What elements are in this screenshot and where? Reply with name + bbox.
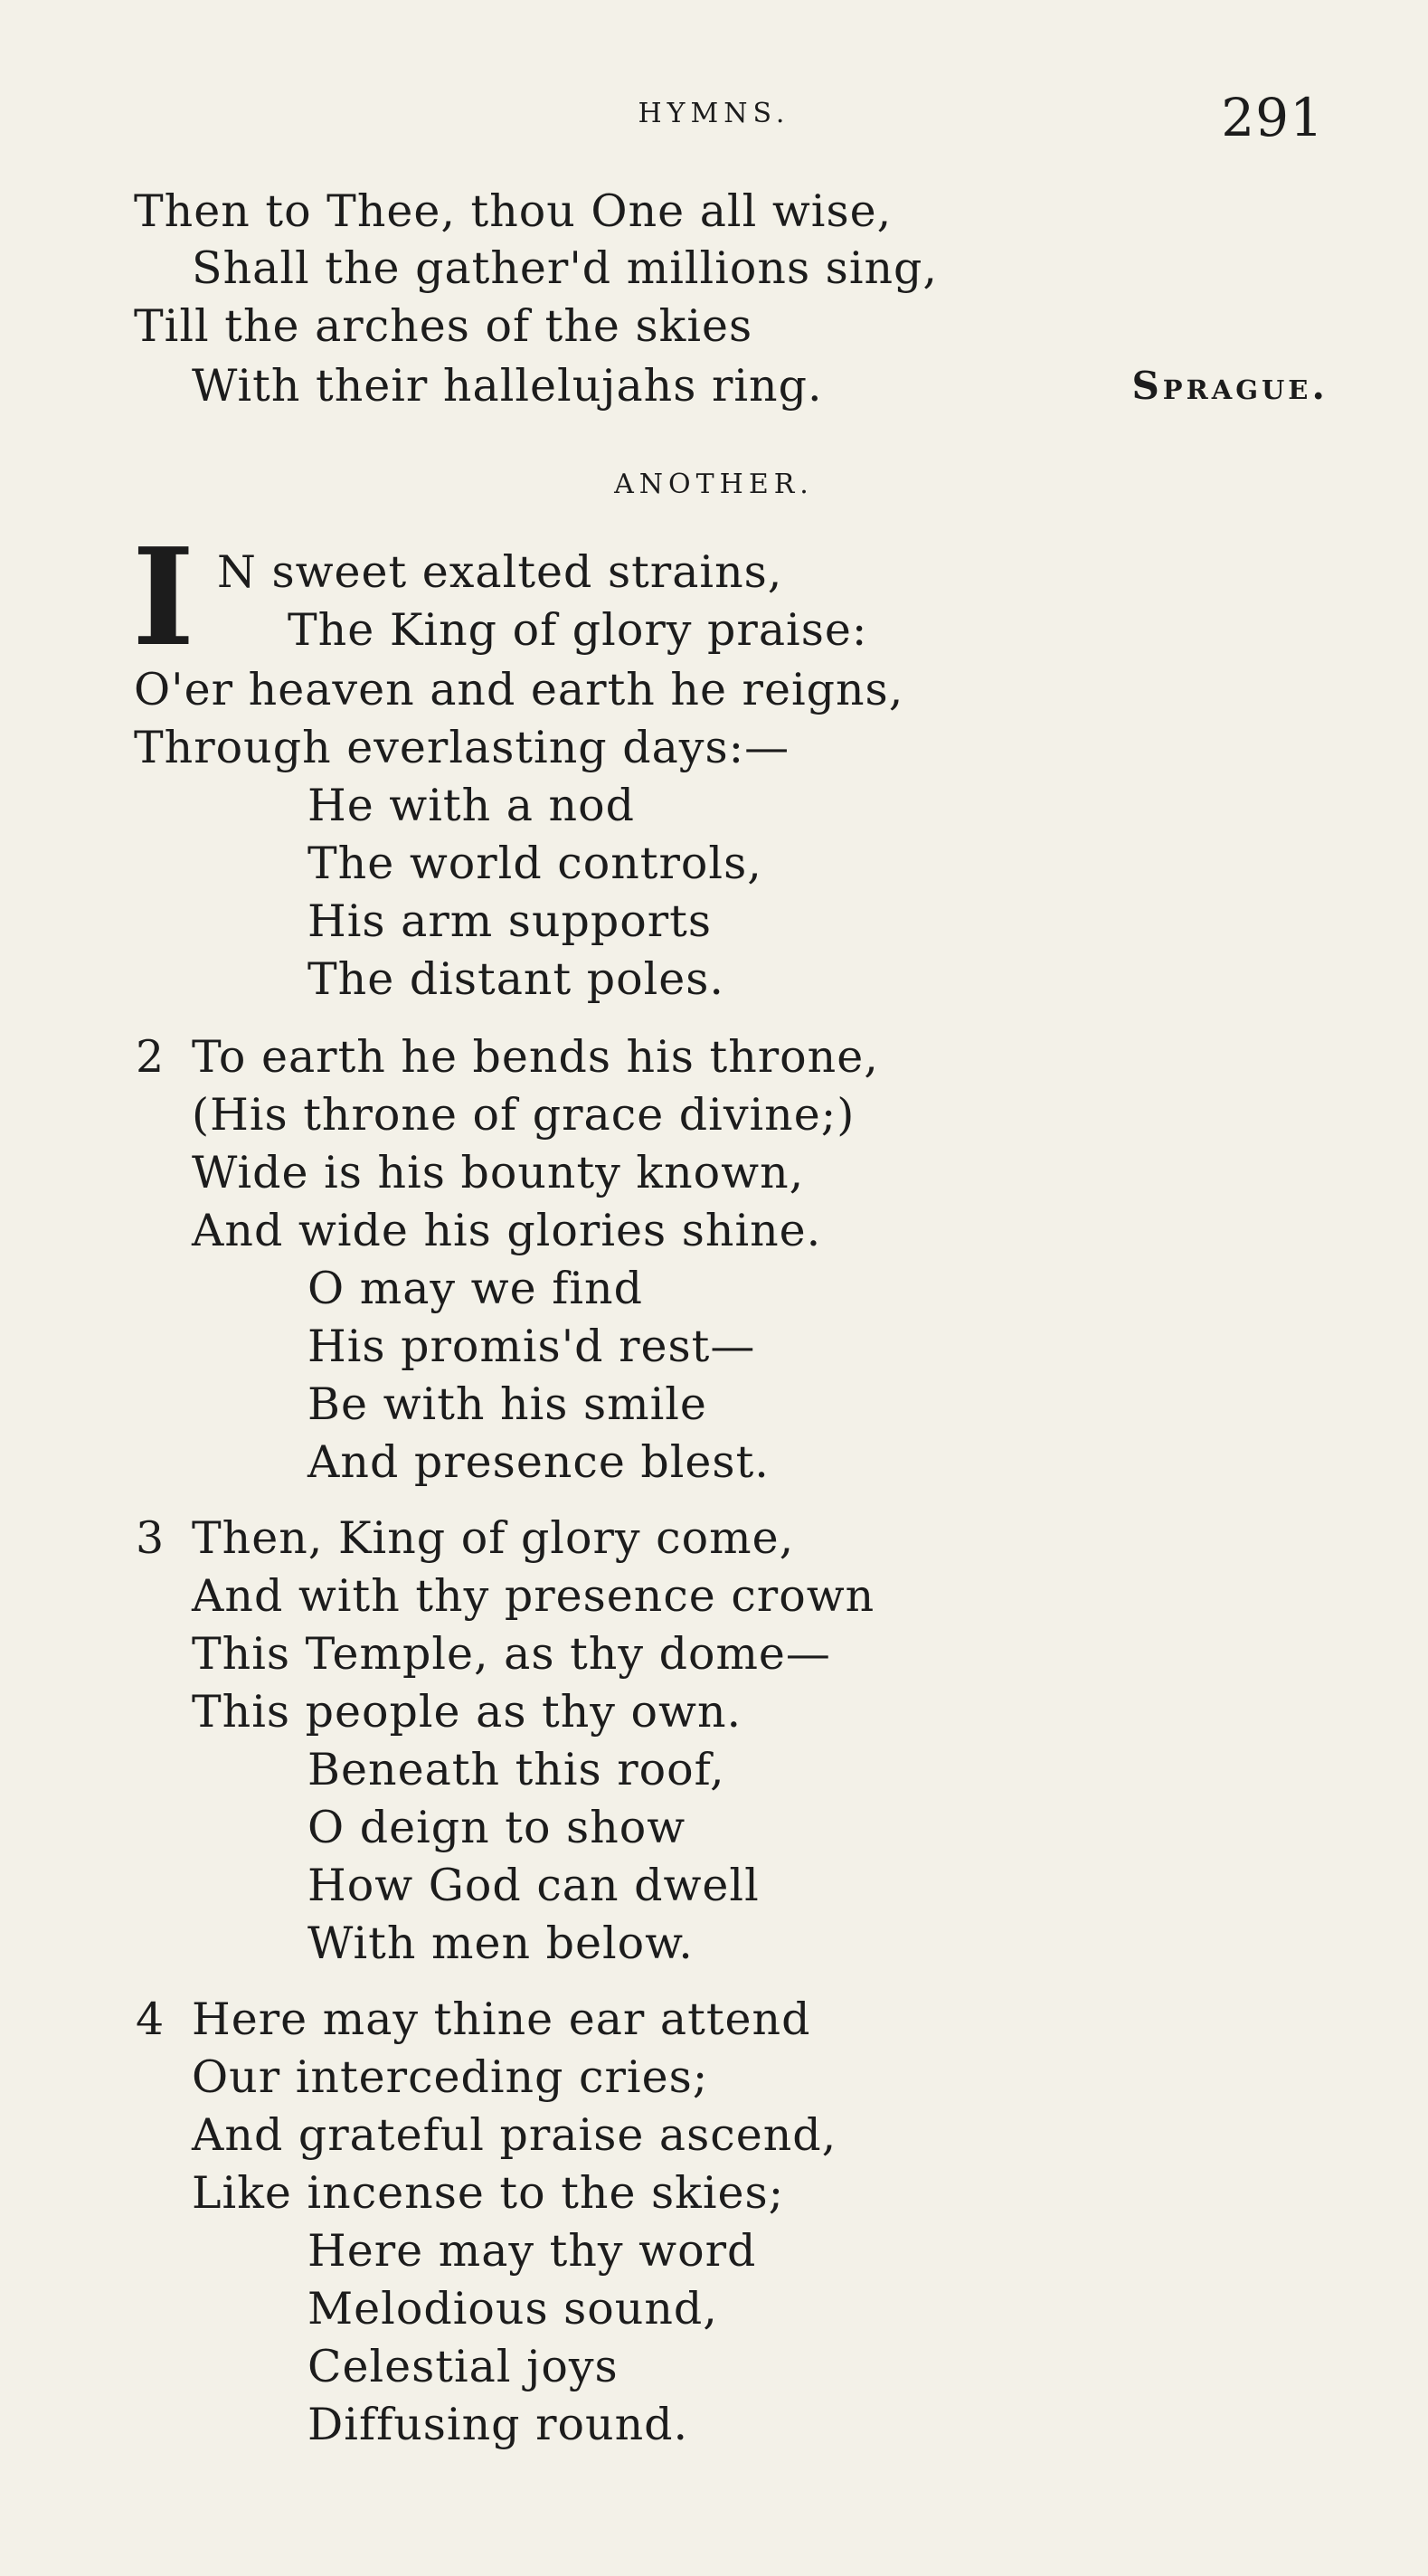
prev-line-1: Then to Thee, thou One all wise,	[134, 185, 893, 237]
verse-2-line-2: (His throne of grace divine;)	[192, 1089, 856, 1141]
verse-1-line-1: N sweet exalted strains,	[217, 546, 783, 598]
verse-1-line-2: The King of glory praise:	[288, 604, 868, 656]
verse-number-2: 2	[136, 1031, 165, 1083]
page-number: 291	[1221, 87, 1324, 148]
verse-3-line-7: How God can dwell	[307, 1860, 760, 1911]
verse-3-line-4: This people as thy own.	[192, 1686, 742, 1738]
verse-3-line-1: Then, King of glory come,	[192, 1512, 795, 1564]
drop-cap: I	[132, 518, 195, 676]
verse-2-line-8: And presence blest.	[307, 1436, 770, 1488]
verse-2-line-7: Be with his smile	[307, 1378, 707, 1430]
verse-2-line-1: To earth he bends his throne,	[192, 1031, 879, 1083]
verse-4-line-8: Diffusing round.	[307, 2399, 689, 2450]
prev-line-4: With their hallelujahs ring.	[192, 360, 823, 412]
prev-line-2: Shall the gather'd millions sing,	[192, 242, 938, 294]
verse-3-line-5: Beneath this roof,	[307, 1744, 725, 1795]
verse-4-line-7: Celestial joys	[307, 2341, 619, 2392]
prev-line-3: Till the arches of the skies	[134, 300, 753, 352]
running-head: HYMNS.	[638, 98, 790, 129]
verse-2-line-6: His promis'd rest—	[307, 1321, 756, 1372]
verse-2-line-5: O may we find	[307, 1263, 643, 1314]
verse-1-line-3: O'er heaven and earth he reigns,	[134, 664, 904, 715]
verse-1-line-4: Through everlasting days:—	[134, 722, 790, 773]
verse-2-line-4: And wide his glories shine.	[192, 1205, 822, 1256]
verse-4-line-4: Like incense to the skies;	[192, 2167, 785, 2219]
verse-4-line-1: Here may thine ear attend	[192, 1994, 811, 2045]
verse-4-line-2: Our interceding cries;	[192, 2051, 709, 2103]
verse-4-line-3: And grateful praise ascend,	[192, 2109, 837, 2161]
verse-4-line-5: Here may thy word	[307, 2225, 757, 2277]
verse-number-4: 4	[136, 1994, 165, 2045]
verse-number-3: 3	[136, 1512, 165, 1564]
verse-2-line-3: Wide is his bounty known,	[192, 1147, 805, 1198]
verse-4-line-6: Melodious sound,	[307, 2283, 718, 2334]
verse-3-line-2: And with thy presence crown	[192, 1570, 875, 1622]
verse-1-line-7: His arm supports	[307, 895, 712, 947]
verse-1-line-8: The distant poles.	[307, 953, 724, 1005]
verse-1-line-5: He with a nod	[307, 780, 635, 831]
attribution: Sprague.	[1131, 364, 1329, 408]
verse-1-line-6: The world controls,	[307, 838, 762, 889]
verse-3-line-6: O deign to show	[307, 1802, 686, 1853]
verse-3-line-8: With men below.	[307, 1918, 694, 1969]
verse-3-line-3: This Temple, as thy dome—	[192, 1628, 831, 1680]
hymn-title: ANOTHER.	[614, 469, 814, 500]
